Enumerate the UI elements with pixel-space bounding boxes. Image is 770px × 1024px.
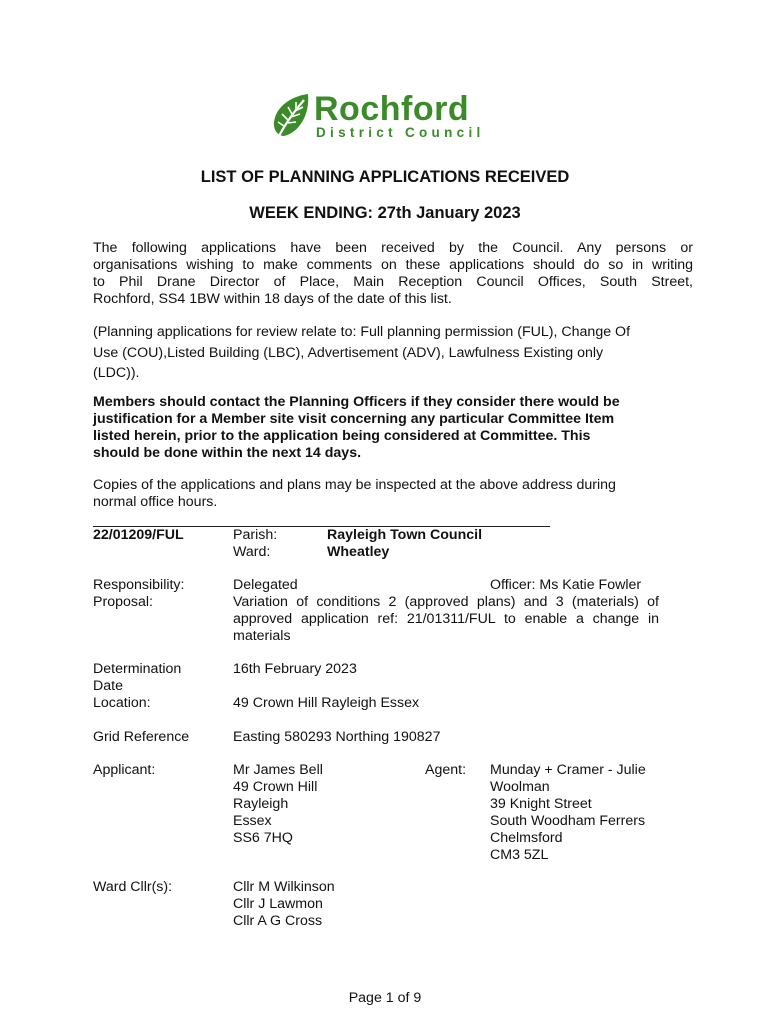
applicant-line: Mr James Bell [233, 762, 323, 778]
application-reference: 22/01209/FUL [93, 527, 184, 543]
agent-line: Chelmsford [490, 830, 563, 846]
ward-cllr: Cllr A G Cross [233, 913, 323, 929]
council-logo [270, 92, 500, 144]
members-note-line: should be done within the next 14 days. [93, 445, 362, 461]
types-paragraph [93, 322, 693, 384]
logo-subtitle: District Council [316, 125, 485, 140]
ward-value: Wheatley [327, 544, 390, 560]
parish-value: Rayleigh Town Council [327, 527, 483, 543]
officer-value: Officer: Ms Katie Fowler [490, 577, 642, 593]
intro-paragraph [93, 240, 693, 308]
agent-address [490, 762, 646, 864]
intro-line: to Phil Drane Director of Place, Main Reception Council Offices, South Street, [93, 274, 693, 290]
ward-label: Ward: [233, 544, 271, 560]
logo-name: Rochford [314, 90, 470, 128]
members-note-line: justification for a Member site visit concerning any particular Committee Item [93, 411, 615, 427]
applicant-label: Applicant: [93, 762, 156, 778]
applicant-address [233, 762, 323, 847]
location-value: 49 Crown Hill Rayleigh Essex [233, 695, 420, 711]
determination-date: 16th February 2023 [233, 661, 357, 677]
copies-line: Copies of the applications and plans may be inspected at the above address during [93, 477, 616, 493]
copies-paragraph [93, 477, 693, 511]
grid-reference-label: Grid Reference [93, 729, 190, 745]
agent-line: 39 Knight Street [490, 796, 592, 812]
proposal-line: Variation of conditions 2 (approved plans) and 3 (materials) of [233, 594, 659, 610]
intro-line: organisations wishing to make comments on these applications should do so in writing [93, 257, 693, 273]
location-label: Location: [93, 695, 151, 711]
members-note-line: listed herein, prior to the application being considered at Committee. This [93, 428, 591, 444]
copies-line: normal office hours. [93, 494, 218, 510]
types-line: (Planning applications for review relate to: Full planning permission (FUL), Change Of [93, 324, 631, 340]
types-line: (LDC)). [93, 365, 140, 381]
proposal-value [233, 594, 659, 645]
ward-cllr: Cllr J Lawmon [233, 896, 323, 912]
ward-cllrs-list [233, 879, 335, 930]
responsibility-value: Delegated [233, 577, 298, 593]
determination-label-line: Date [93, 678, 123, 694]
intro-line: The following applications have been received by the Council. Any persons or [93, 240, 693, 256]
applicant-line: 49 Crown Hill [233, 779, 318, 795]
agent-line: Munday + Cramer - Julie [490, 762, 646, 778]
proposal-line: materials [233, 628, 291, 644]
applicant-line: SS6 7HQ [233, 830, 293, 846]
agent-line: Woolman [490, 779, 550, 795]
intro-line: Rochford, SS4 1BW within 18 days of the date of this list. [93, 291, 452, 307]
agent-line: CM3 5ZL [490, 847, 549, 863]
agent-line: South Woodham Ferrers [490, 813, 646, 829]
week-ending: WEEK ENDING: 27th January 2023 [249, 204, 521, 222]
members-note [93, 394, 693, 462]
applicant-line: Essex [233, 813, 272, 829]
applicant-line: Rayleigh [233, 796, 289, 812]
determination-label [93, 661, 181, 695]
proposal-line: approved application ref: 21/01311/FUL to enable a change in [233, 611, 659, 627]
responsibility-label: Responsibility: [93, 577, 185, 593]
types-line: Use (COU),Listed Building (LBC), Advertisement (ADV), Lawfulness Existing only [93, 344, 604, 361]
page-number: Page 1 of 9 [348, 990, 422, 1006]
proposal-label: Proposal: [93, 594, 153, 610]
members-note-line: Members should contact the Planning Officers if they consider there would be [93, 394, 620, 410]
parish-label: Parish: [233, 527, 278, 543]
ward-cllrs-label: Ward Cllr(s): [93, 879, 173, 895]
leaf-icon [270, 92, 314, 140]
ward-cllr: Cllr M Wilkinson [233, 879, 335, 895]
grid-reference-value: Easting 580293 Northing 190827 [233, 729, 441, 745]
page-title: LIST OF PLANNING APPLICATIONS RECEIVED [200, 168, 570, 186]
determination-label-line: Determination [93, 661, 182, 677]
agent-label: Agent: [425, 762, 467, 778]
